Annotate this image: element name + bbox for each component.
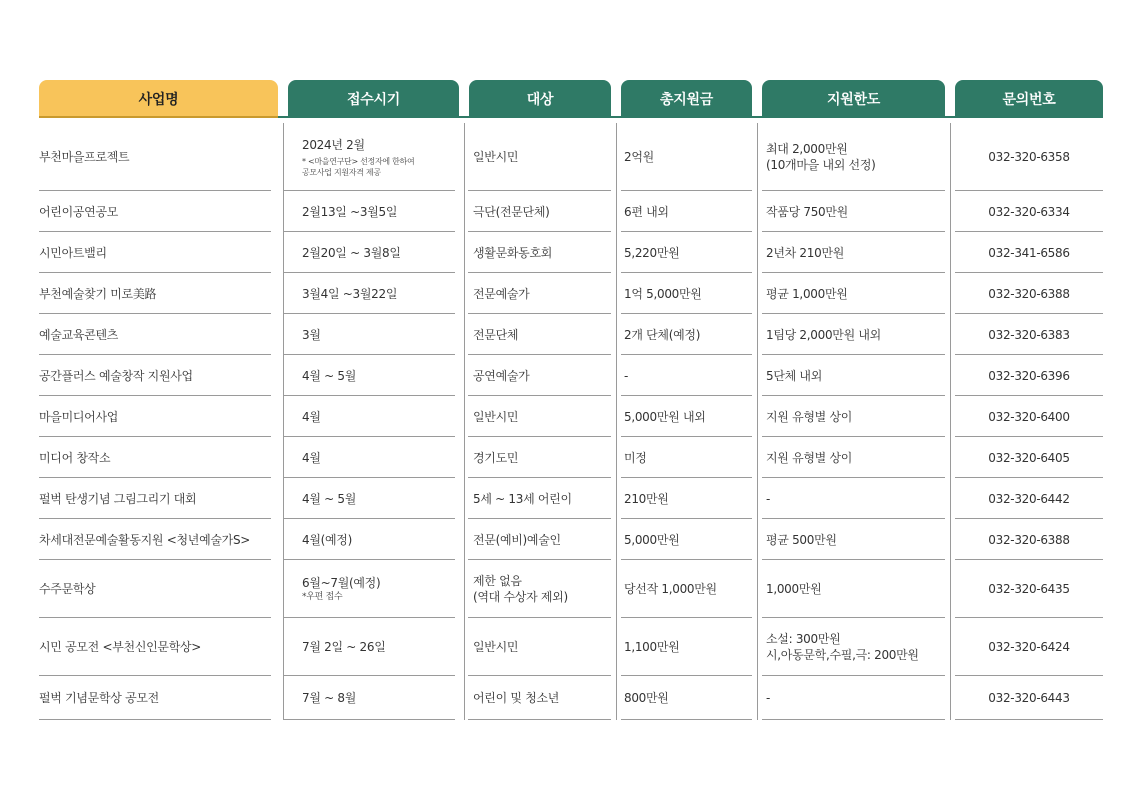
cell-contact-number [955, 232, 1103, 273]
cell-support-limit [766, 560, 946, 618]
table-row [39, 232, 1103, 273]
cell-text: 지원 유형별 상이 [766, 450, 853, 465]
cell-text: 일반시민 [473, 150, 519, 164]
cell-text: - [766, 691, 771, 705]
cell-text: 4월 [302, 450, 321, 465]
cell-program-name [39, 437, 283, 478]
cell-text: 전문(예비)예술인 [473, 532, 561, 547]
cell-text: 어린이공연공모 [39, 204, 119, 219]
cell-program-name [39, 396, 283, 437]
cell-contact-number [955, 560, 1103, 618]
cell-period [302, 314, 462, 355]
cell-contact-number [955, 676, 1103, 720]
row-divider [762, 719, 945, 720]
cell-program-name [39, 519, 283, 560]
cell-text: 부천예술찾기 미로美路 [39, 286, 157, 301]
table-row [39, 519, 1103, 560]
cell-support-limit [766, 478, 946, 519]
table-row [39, 123, 1103, 191]
cell-support-limit [766, 355, 946, 396]
cell-program-name [39, 676, 283, 720]
table-row [39, 437, 1103, 478]
cell-target [473, 618, 613, 676]
cell-contact-number [955, 355, 1103, 396]
cell-support-limit [766, 191, 946, 232]
cell-text: 032-320-6383 [988, 327, 1070, 342]
cell-text: 032-320-6388 [988, 286, 1070, 301]
cell-text: 1,000만원 [766, 582, 822, 596]
cell-contact-number [955, 519, 1103, 560]
cell-note: 공모사업 지원자격 제공 [302, 167, 381, 177]
cell-period [302, 191, 462, 232]
cell-text: 미디어 창작소 [39, 450, 111, 465]
cell-target [473, 314, 613, 355]
cell-text: 예술교육콘텐츠 [39, 327, 119, 342]
cell-text: 5단체 내외 [766, 368, 823, 383]
cell-text: 일반시민 [473, 409, 519, 424]
column-divider [757, 123, 758, 720]
cell-period [302, 519, 462, 560]
cell-target [473, 191, 613, 232]
cell-contact-number [955, 273, 1103, 314]
cell-text: 3월4일 ~3월22일 [302, 286, 398, 301]
cell-period [302, 232, 462, 273]
cell-support-limit [766, 618, 946, 676]
cell-total-fund [624, 560, 754, 618]
cell-period [302, 478, 462, 519]
cell-period [302, 273, 462, 314]
cell-text: 소설: 300만원 [766, 632, 841, 646]
table-row [39, 191, 1103, 232]
cell-total-fund [624, 273, 754, 314]
cell-target [473, 273, 613, 314]
cell-text: 4월(예정) [302, 532, 352, 547]
header-target: 대상 [469, 80, 611, 118]
column-divider [283, 123, 284, 720]
cell-text: 지원 유형별 상이 [766, 409, 853, 424]
cell-period [302, 396, 462, 437]
cell-support-limit [766, 396, 946, 437]
column-divider [950, 123, 951, 720]
cell-text: 펄벅 탄생기념 그림그리기 대회 [39, 491, 197, 506]
cell-program-name [39, 191, 283, 232]
cell-text: 032-320-6405 [988, 450, 1070, 465]
cell-text: 2년차 210만원 [766, 245, 845, 260]
cell-total-fund [624, 123, 754, 191]
column-divider [616, 123, 617, 720]
cell-text: 평균 500만원 [766, 532, 837, 547]
cell-text: 7월 ~ 8월 [302, 691, 357, 705]
cell-text: 032-320-6442 [988, 491, 1070, 506]
header-support-limit: 지원한도 [762, 80, 945, 118]
table-row [39, 273, 1103, 314]
cell-total-fund [624, 519, 754, 560]
row-divider [621, 719, 752, 720]
cell-support-limit [766, 273, 946, 314]
cell-support-limit [766, 437, 946, 478]
cell-target [473, 232, 613, 273]
cell-text: 5세 ~ 13세 어린이 [473, 491, 572, 506]
cell-text: 6월~7월(예정) [302, 576, 381, 590]
cell-text: - [624, 368, 629, 383]
cell-text: 2개 단체(예정) [624, 327, 701, 342]
cell-period [302, 618, 462, 676]
cell-text: 공간플러스 예술창작 지원사업 [39, 368, 193, 383]
cell-total-fund [624, 478, 754, 519]
cell-total-fund [624, 314, 754, 355]
cell-support-limit [766, 314, 946, 355]
cell-text: 2월20일 ~ 3월8일 [302, 245, 401, 260]
cell-text: 1,100만원 [624, 640, 680, 654]
cell-text: 032-320-6435 [988, 582, 1070, 596]
cell-contact-number [955, 478, 1103, 519]
row-divider [283, 719, 455, 720]
table-row [39, 314, 1103, 355]
cell-text: 경기도민 [473, 450, 519, 465]
cell-period [302, 355, 462, 396]
cell-text: (10개마을 내외 선정) [766, 158, 876, 172]
cell-text: 5,000만원 내외 [624, 409, 706, 424]
cell-text: 시,아동문학,수필,극: 200만원 [766, 648, 919, 662]
cell-text: (역대 수상자 제외) [473, 590, 568, 604]
cell-text: 전문예술가 [473, 286, 530, 301]
cell-text: 부천마을프로젝트 [39, 150, 130, 164]
cell-program-name [39, 560, 283, 618]
cell-total-fund [624, 232, 754, 273]
cell-contact-number [955, 396, 1103, 437]
cell-note: *우편 접수 [302, 592, 343, 602]
cell-text: 생활문화동호회 [473, 245, 553, 260]
cell-total-fund [624, 355, 754, 396]
cell-text: 032-341-6586 [988, 245, 1070, 260]
row-divider [955, 719, 1103, 720]
cell-text: 032-320-6400 [988, 409, 1070, 424]
cell-period [302, 123, 462, 191]
cell-text: 1팀당 2,000만원 내외 [766, 327, 881, 342]
cell-program-name [39, 314, 283, 355]
cell-text: 일반시민 [473, 640, 519, 654]
cell-target [473, 478, 613, 519]
header-total-fund: 총지원금 [621, 80, 752, 118]
cell-text: 800만원 [624, 691, 669, 705]
cell-text: 5,220만원 [624, 245, 680, 260]
cell-text: 032-320-6334 [988, 204, 1070, 219]
cell-program-name [39, 232, 283, 273]
cell-text: 032-320-6388 [988, 532, 1070, 547]
cell-text: 미정 [624, 450, 647, 465]
cell-text: 2월13일 ~3월5일 [302, 204, 398, 219]
cell-text: 펄벅 기념문학상 공모전 [39, 691, 159, 705]
cell-target [473, 396, 613, 437]
cell-text: - [766, 491, 771, 506]
cell-support-limit [766, 232, 946, 273]
cell-target [473, 355, 613, 396]
column-divider [464, 123, 465, 720]
cell-text: 마을미디어사업 [39, 409, 119, 424]
cell-program-name [39, 355, 283, 396]
row-divider [39, 719, 271, 720]
cell-text: 전문단체 [473, 327, 519, 342]
cell-total-fund [624, 618, 754, 676]
cell-note: * <마을연구단> 선정자에 한하여 [302, 156, 415, 166]
cell-text: 210만원 [624, 491, 669, 506]
cell-contact-number [955, 123, 1103, 191]
cell-text: 극단(전문단체) [473, 204, 550, 219]
cell-text: 3월 [302, 327, 321, 342]
header-program-name: 사업명 [39, 80, 278, 118]
table-row [39, 560, 1103, 618]
cell-text: 제한 없음 [473, 574, 522, 588]
cell-total-fund [624, 191, 754, 232]
cell-text: 당선작 1,000만원 [624, 582, 717, 596]
cell-program-name [39, 618, 283, 676]
cell-target [473, 123, 613, 191]
cell-program-name [39, 273, 283, 314]
cell-text: 032-320-6424 [988, 640, 1070, 654]
cell-text: 6편 내외 [624, 204, 669, 219]
row-divider [468, 719, 611, 720]
cell-contact-number [955, 618, 1103, 676]
cell-text: 4월 ~ 5월 [302, 491, 357, 506]
cell-text: 공연예술가 [473, 368, 530, 383]
table-row [39, 676, 1103, 720]
cell-period [302, 676, 462, 720]
cell-total-fund [624, 437, 754, 478]
cell-text: 어린이 및 청소년 [473, 691, 560, 705]
cell-text: 032-320-6396 [988, 368, 1070, 383]
cell-text: 032-320-6443 [988, 691, 1070, 705]
cell-text: 5,000만원 [624, 532, 680, 547]
cell-period [302, 560, 462, 618]
table-row [39, 355, 1103, 396]
cell-text: 최대 2,000만원 [766, 142, 848, 156]
cell-support-limit [766, 519, 946, 560]
cell-total-fund [624, 396, 754, 437]
cell-support-limit [766, 123, 946, 191]
cell-text: 시민아트밸리 [39, 245, 107, 260]
cell-total-fund [624, 676, 754, 720]
cell-text: 1억 5,000만원 [624, 286, 702, 301]
cell-period [302, 437, 462, 478]
header-application-period: 접수시기 [288, 80, 459, 118]
cell-support-limit [766, 676, 946, 720]
cell-contact-number [955, 437, 1103, 478]
cell-text: 4월 ~ 5월 [302, 368, 357, 383]
cell-program-name [39, 123, 283, 191]
cell-text: 7월 2일 ~ 26일 [302, 640, 386, 654]
cell-text: 평균 1,000만원 [766, 286, 848, 301]
table-row [39, 396, 1103, 437]
cell-program-name [39, 478, 283, 519]
cell-contact-number [955, 191, 1103, 232]
cell-text: 2억원 [624, 150, 654, 164]
cell-target [473, 437, 613, 478]
cell-text: 시민 공모전 <부천신인문학상> [39, 640, 202, 654]
cell-target [473, 560, 613, 618]
header-contact-number: 문의번호 [955, 80, 1103, 118]
table-row [39, 618, 1103, 676]
header-divider-green [278, 116, 1103, 118]
table-row [39, 478, 1103, 519]
cell-text: 4월 [302, 409, 321, 424]
cell-text: 작품당 750만원 [766, 204, 848, 219]
cell-text: 032-320-6358 [988, 150, 1070, 164]
cell-text: 차세대전문예술활동지원 <청년예술가S> [39, 532, 251, 547]
cell-target [473, 676, 613, 720]
cell-target [473, 519, 613, 560]
cell-contact-number [955, 314, 1103, 355]
header-divider-gold [39, 116, 278, 118]
cell-text: 2024년 2월 [302, 137, 365, 152]
cell-text: 수주문학상 [39, 582, 96, 596]
